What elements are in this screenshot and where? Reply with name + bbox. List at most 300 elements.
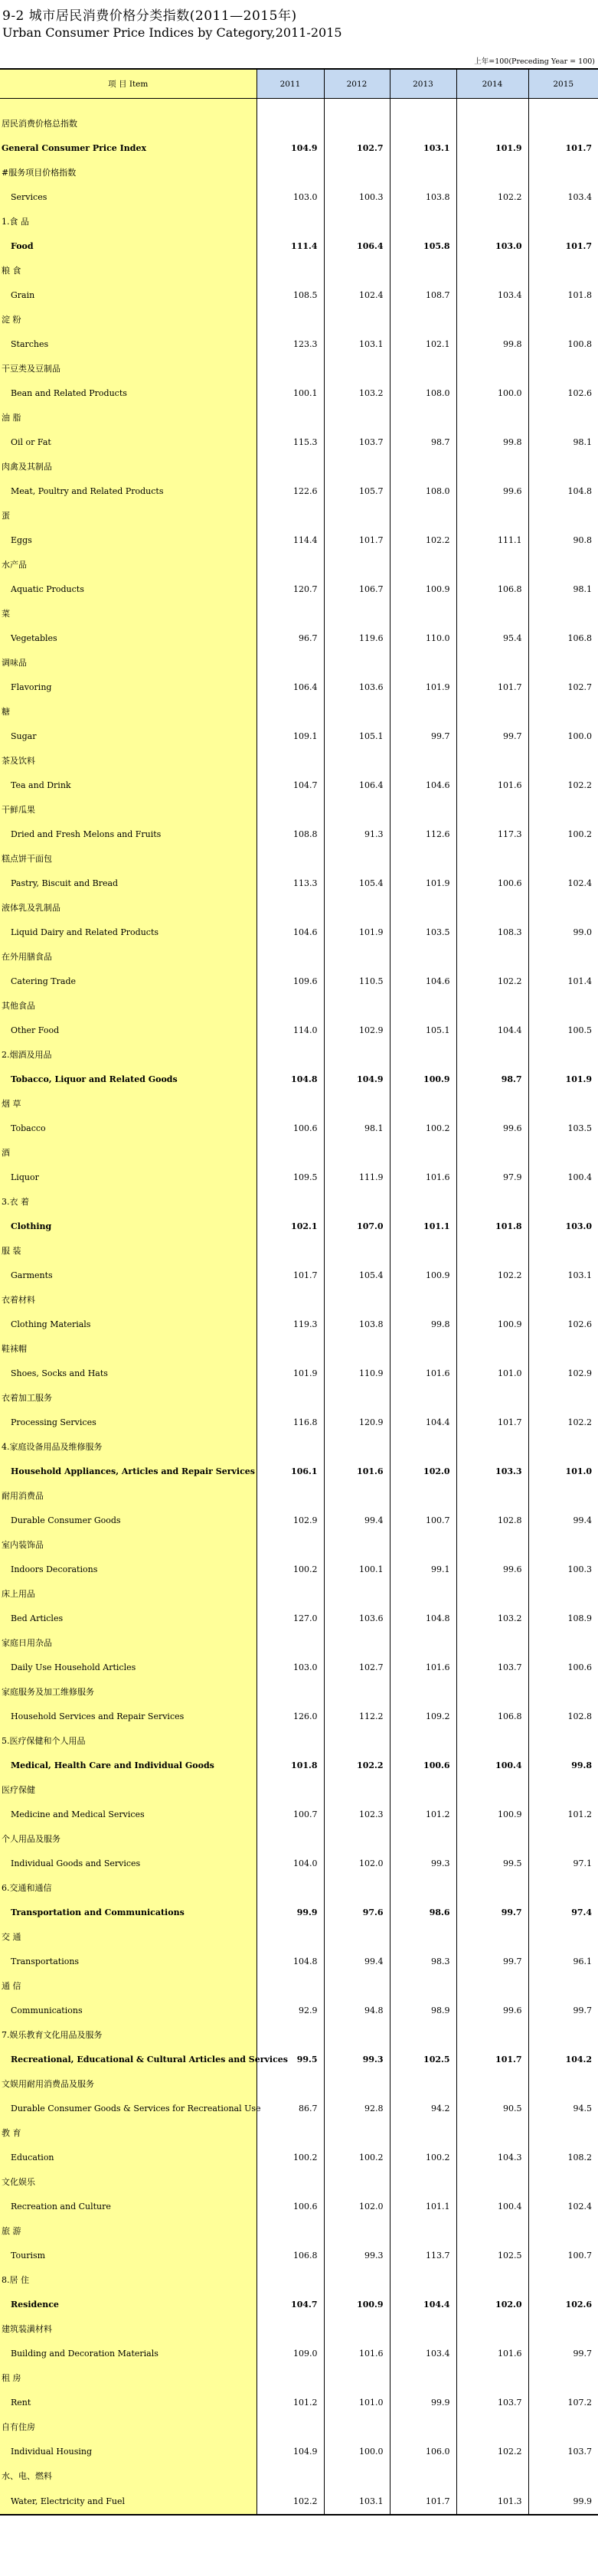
index-value-cell: 101.0 [456, 1361, 528, 1385]
index-value-cell: 101.9 [390, 675, 456, 699]
index-value-cell [324, 1238, 390, 1263]
index-value-cell: 108.0 [390, 479, 456, 503]
index-value-cell: 103.7 [567, 2446, 592, 2457]
index-value-cell [390, 1483, 456, 1508]
index-value-cell [257, 993, 324, 1018]
index-value-cell: 99.7 [456, 1949, 528, 1973]
index-value-cell [324, 356, 390, 381]
index-value-cell: 106.4 [257, 675, 324, 699]
index-value-cell [257, 2267, 324, 2292]
index-value-cell [456, 503, 528, 528]
index-value-cell: 114.4 [257, 528, 324, 552]
index-value-cell [528, 2463, 598, 2488]
index-value-cell: 99.3 [324, 2243, 390, 2267]
index-value-cell: 101.2 [390, 1802, 456, 1826]
index-value-cell [456, 2365, 528, 2390]
table-row [0, 160, 598, 185]
index-value-cell: 94.8 [324, 1998, 390, 2022]
index-value-cell [257, 111, 324, 136]
table-row [0, 1851, 598, 1875]
table-row [0, 405, 598, 430]
index-value-cell [528, 944, 598, 969]
index-value-cell [456, 601, 528, 626]
index-value-cell [324, 601, 390, 626]
row-label: Eggs [0, 528, 257, 552]
index-value-cell [456, 405, 528, 430]
row-label: 租 房 [0, 2365, 257, 2390]
index-value-cell [257, 160, 324, 185]
row-label: Vegetables [0, 626, 257, 650]
index-value-cell [257, 1973, 324, 1998]
index-value-cell [390, 1924, 456, 1949]
index-value-cell: 109.6 [257, 969, 324, 993]
row-label: Dried and Fresh Melons and Fruits [0, 822, 257, 846]
index-value-cell [456, 1091, 528, 1116]
table-row [0, 1924, 598, 1949]
index-value-cell [528, 405, 598, 430]
index-value-cell: 108.3 [456, 920, 528, 944]
index-value-cell [528, 1091, 598, 1116]
index-value-cell [390, 2267, 456, 2292]
index-value-cell [456, 1826, 528, 1851]
index-value-cell: 101.6 [456, 2341, 528, 2365]
row-label: Recreational, Educational & Cultural Articles and Services [0, 2047, 257, 2071]
index-value-cell [257, 1042, 324, 1067]
index-value-cell [528, 1630, 598, 1655]
index-value-cell [528, 2316, 598, 2341]
index-value-cell: 100.0 [567, 731, 592, 741]
table-row [0, 503, 598, 528]
row-label: 个人用品及服务 [0, 1826, 257, 1851]
index-value-cell: 104.4 [456, 1018, 528, 1042]
index-value-cell: 104.7 [257, 773, 324, 797]
index-value-cell: 103.2 [456, 1606, 528, 1630]
index-value-cell [390, 258, 456, 283]
index-value-cell: 100.9 [456, 1312, 528, 1336]
index-value-cell: 102.9 [257, 1508, 324, 1532]
index-value-cell: 103.7 [324, 430, 390, 454]
index-value-cell [456, 2414, 528, 2439]
index-value-cell: 106.8 [257, 2243, 324, 2267]
index-value-cell: 100.9 [390, 577, 456, 601]
index-value-cell: 100.2 [257, 2145, 324, 2169]
index-value-cell: 97.6 [324, 1900, 390, 1924]
table-row [0, 307, 598, 332]
row-label: Shoes, Socks and Hats [0, 1361, 257, 1385]
table-row [0, 2341, 598, 2365]
index-value-cell: 102.1 [390, 332, 456, 356]
index-value-cell [324, 503, 390, 528]
table-row [0, 454, 598, 479]
row-label: 茶及饮料 [0, 748, 257, 773]
index-value-cell: 106.1 [257, 1459, 324, 1483]
table-row [0, 1802, 598, 1826]
row-label: Individual Housing [0, 2439, 257, 2463]
index-value-cell [390, 1532, 456, 1557]
index-value-cell: 97.1 [573, 1858, 592, 1868]
index-value-cell: 102.3 [324, 1802, 390, 1826]
index-value-cell [324, 111, 390, 136]
index-value-cell [324, 258, 390, 283]
index-value-cell: 101.7 [565, 142, 592, 153]
index-value-cell: 98.7 [456, 1067, 528, 1091]
index-value-cell [390, 2218, 456, 2243]
index-value-cell [257, 2120, 324, 2145]
index-value-cell: 99.1 [390, 1557, 456, 1581]
index-value-cell [528, 503, 598, 528]
index-value-cell: 102.2 [456, 969, 528, 993]
index-value-cell [390, 1287, 456, 1312]
index-value-cell: 99.6 [456, 1116, 528, 1140]
index-value-cell: 112.6 [390, 822, 456, 846]
table-row [0, 724, 598, 748]
index-value-cell: 104.3 [456, 2145, 528, 2169]
index-value-cell: 102.6 [565, 2299, 592, 2310]
index-value-cell [324, 1777, 390, 1802]
row-label: 衣着加工服务 [0, 1385, 257, 1410]
index-value-cell: 101.7 [390, 2488, 456, 2515]
index-value-cell [390, 503, 456, 528]
index-value-cell [528, 2169, 598, 2194]
index-value-cell: 108.9 [567, 1613, 592, 1623]
table-row [0, 258, 598, 283]
index-value-cell: 101.1 [390, 1214, 456, 1238]
index-value-cell: 111.4 [257, 234, 324, 258]
table-row [0, 846, 598, 871]
index-value-cell: 100.2 [390, 1116, 456, 1140]
index-value-cell: 103.7 [456, 2390, 528, 2414]
index-value-cell: 109.2 [390, 1704, 456, 1728]
index-value-cell [390, 2169, 456, 2194]
index-value-cell: 103.8 [324, 1312, 390, 1336]
row-label: 居民消费价格总指数 [0, 111, 257, 136]
index-value-cell: 100.7 [567, 2250, 592, 2261]
index-value-cell [257, 2022, 324, 2047]
index-value-cell: 98.1 [573, 584, 592, 594]
index-value-cell [257, 1630, 324, 1655]
index-value-cell [528, 2414, 598, 2439]
row-label: 建筑装潢材料 [0, 2316, 257, 2341]
index-value-cell [456, 2022, 528, 2047]
index-value-cell [456, 209, 528, 234]
row-label: General Consumer Price Index [0, 136, 257, 160]
index-value-cell: 103.2 [324, 381, 390, 405]
year-column-header: 2012 [324, 69, 390, 99]
index-value-cell: 111.1 [456, 528, 528, 552]
index-value-cell [456, 1189, 528, 1214]
index-value-cell [528, 258, 598, 283]
index-value-cell [257, 1336, 324, 1361]
index-value-cell [257, 1826, 324, 1851]
index-value-cell: 91.3 [324, 822, 390, 846]
index-value-cell [390, 1630, 456, 1655]
table-row [0, 1361, 598, 1385]
index-value-cell [324, 2218, 390, 2243]
table-row [0, 2047, 598, 2071]
index-value-cell [257, 1483, 324, 1508]
index-value-cell: 100.1 [324, 1557, 390, 1581]
row-label: Clothing Materials [0, 1312, 257, 1336]
row-label: Liquid Dairy and Related Products [0, 920, 257, 944]
index-value-cell: 99.5 [456, 1851, 528, 1875]
row-label: 糕点饼干面包 [0, 846, 257, 871]
index-value-cell [528, 650, 598, 675]
table-row [0, 2463, 598, 2488]
table-row [0, 2071, 598, 2096]
row-label: 5.医疗保健和个人用品 [0, 1728, 257, 1753]
index-value-cell: 101.1 [390, 2194, 456, 2218]
table-row [0, 675, 598, 699]
index-value-cell [528, 1483, 598, 1508]
table-row [0, 234, 598, 258]
row-label: 家庭日用杂品 [0, 1630, 257, 1655]
table-row [0, 2169, 598, 2194]
index-value-cell [324, 1091, 390, 1116]
table-row [0, 2243, 598, 2267]
row-label: Bean and Related Products [0, 381, 257, 405]
table-row [0, 1238, 598, 1263]
index-value-cell: 101.6 [390, 1361, 456, 1385]
index-value-cell [456, 1238, 528, 1263]
index-value-cell [390, 454, 456, 479]
index-value-cell [257, 454, 324, 479]
index-value-cell: 94.5 [573, 2103, 592, 2113]
index-value-cell: 117.3 [456, 822, 528, 846]
index-value-cell [456, 895, 528, 920]
index-value-cell: 99.3 [390, 1851, 456, 1875]
index-value-cell: 103.6 [324, 1606, 390, 1630]
index-value-cell: 113.3 [257, 871, 324, 895]
index-value-cell [324, 1728, 390, 1753]
row-label: Liquor [0, 1165, 257, 1189]
index-value-cell: 108.8 [257, 822, 324, 846]
table-row [0, 699, 598, 724]
table-row [0, 1018, 598, 1042]
index-value-cell [390, 1336, 456, 1361]
index-value-cell [390, 846, 456, 871]
table-row [0, 1581, 598, 1606]
index-value-cell: 103.8 [390, 185, 456, 209]
index-value-cell: 100.9 [390, 1067, 456, 1091]
index-value-cell [324, 748, 390, 773]
index-value-cell [390, 1679, 456, 1704]
index-value-cell [528, 2267, 598, 2292]
table-row [0, 2218, 598, 2243]
row-label: 交 通 [0, 1924, 257, 1949]
row-label: Building and Decoration Materials [0, 2341, 257, 2365]
index-value-cell [257, 1679, 324, 1704]
index-value-cell: 109.0 [257, 2341, 324, 2365]
index-value-cell [456, 993, 528, 1018]
index-value-cell: 102.9 [567, 1368, 592, 1378]
index-value-cell [528, 552, 598, 577]
index-value-cell [257, 2414, 324, 2439]
index-value-cell: 102.7 [324, 1655, 390, 1679]
row-label: 烟 草 [0, 1091, 257, 1116]
index-value-cell [456, 1336, 528, 1361]
row-label: 文化娱乐 [0, 2169, 257, 2194]
row-label: Daily Use Household Articles [0, 1655, 257, 1679]
index-value-cell: 102.2 [567, 780, 592, 790]
table-row [0, 332, 598, 356]
index-value-cell: 102.6 [567, 387, 592, 398]
table-row [0, 944, 598, 969]
table-title-english: Urban Consumer Price Indices by Category,2011-2015 [2, 25, 342, 40]
index-value-cell: 102.0 [390, 1459, 456, 1483]
index-value-cell [528, 2071, 598, 2096]
index-value-cell [390, 2414, 456, 2439]
index-value-cell: 103.4 [456, 283, 528, 307]
year-column-header: 2014 [456, 69, 528, 99]
index-value-cell [528, 1875, 598, 1900]
row-label: Residence [0, 2292, 257, 2316]
index-value-cell [390, 2365, 456, 2390]
index-value-cell [528, 1385, 598, 1410]
row-label: 床上用品 [0, 1581, 257, 1606]
table-row [0, 650, 598, 675]
index-value-cell [528, 1973, 598, 1998]
index-value-cell: 101.7 [257, 1263, 324, 1287]
index-value-cell: 99.8 [571, 1760, 592, 1770]
index-value-cell: 99.7 [573, 2005, 592, 2015]
index-value-cell [390, 1728, 456, 1753]
index-value-cell [456, 2316, 528, 2341]
row-label: Sugar [0, 724, 257, 748]
index-value-cell [528, 1924, 598, 1949]
index-value-cell [257, 650, 324, 675]
index-value-cell [390, 1042, 456, 1067]
index-value-cell: 103.7 [456, 1655, 528, 1679]
index-value-cell: 109.1 [257, 724, 324, 748]
row-label: Tobacco [0, 1116, 257, 1140]
index-value-cell: 110.5 [324, 969, 390, 993]
table-row [0, 2316, 598, 2341]
table-row [0, 969, 598, 993]
index-value-cell: 100.5 [567, 1025, 592, 1035]
index-value-cell [257, 1140, 324, 1165]
index-value-cell [324, 160, 390, 185]
index-value-cell [324, 993, 390, 1018]
index-value-cell: 101.6 [324, 2341, 390, 2365]
index-value-cell [257, 944, 324, 969]
index-value-cell [257, 1189, 324, 1214]
index-value-cell: 106.0 [390, 2439, 456, 2463]
index-value-cell [528, 1728, 598, 1753]
index-value-cell: 100.4 [456, 1753, 528, 1777]
index-value-cell [324, 2316, 390, 2341]
index-value-cell: 105.4 [324, 1263, 390, 1287]
table-row [0, 1165, 598, 1189]
index-value-cell [528, 993, 598, 1018]
index-value-cell: 106.7 [324, 577, 390, 601]
index-value-cell: 105.7 [324, 479, 390, 503]
index-value-cell: 101.7 [456, 675, 528, 699]
index-value-cell: 105.1 [390, 1018, 456, 1042]
index-value-cell: 102.2 [456, 1263, 528, 1287]
row-label: Water, Electricity and Fuel [0, 2488, 257, 2515]
row-label: Grain [0, 283, 257, 307]
index-value-cell: 101.3 [456, 2488, 528, 2515]
table-row [0, 797, 598, 822]
index-value-cell [528, 895, 598, 920]
index-value-cell: 98.1 [573, 436, 592, 447]
index-value-cell [257, 1777, 324, 1802]
table-row [0, 2488, 598, 2515]
index-value-cell: 103.4 [390, 2341, 456, 2365]
index-value-cell: 101.2 [567, 1809, 592, 1819]
index-value-cell: 102.1 [257, 1214, 324, 1238]
table-row [0, 1900, 598, 1924]
row-label: 干鲜瓜果 [0, 797, 257, 822]
index-value-cell: 100.2 [390, 2145, 456, 2169]
table-row [0, 1508, 598, 1532]
table-row [0, 1189, 598, 1214]
table-row [0, 626, 598, 650]
index-value-cell [456, 1581, 528, 1606]
index-value-cell: 90.5 [456, 2096, 528, 2120]
row-label: 4.家庭设备用品及维修服务 [0, 1434, 257, 1459]
index-value-cell [456, 160, 528, 185]
index-value-cell [324, 797, 390, 822]
index-value-cell [456, 258, 528, 283]
index-value-cell: 101.0 [565, 1466, 592, 1476]
index-value-cell: 100.0 [324, 2439, 390, 2463]
row-label: Tea and Drink [0, 773, 257, 797]
index-value-cell: 100.6 [456, 871, 528, 895]
index-value-cell: 102.2 [456, 2439, 528, 2463]
index-value-cell: 101.9 [390, 871, 456, 895]
index-value-cell: 104.6 [390, 773, 456, 797]
index-value-cell: 100.7 [390, 1508, 456, 1532]
table-row [0, 1287, 598, 1312]
index-value-cell: 104.4 [390, 2292, 456, 2316]
index-value-cell [390, 601, 456, 626]
index-value-cell [257, 2169, 324, 2194]
index-value-cell: 104.4 [390, 1410, 456, 1434]
table-row [0, 1042, 598, 1067]
index-value-cell [324, 1189, 390, 1214]
index-value-cell [528, 2218, 598, 2243]
index-value-cell [324, 2071, 390, 2096]
index-value-cell [324, 307, 390, 332]
table-row [0, 1263, 598, 1287]
index-value-cell: 119.6 [324, 626, 390, 650]
header-row [0, 69, 598, 99]
table-row [0, 1557, 598, 1581]
index-value-cell [528, 797, 598, 822]
index-value-cell [528, 1336, 598, 1361]
index-value-cell [257, 1287, 324, 1312]
index-value-cell: 123.3 [257, 332, 324, 356]
table-row [0, 1826, 598, 1851]
index-value-cell: 101.7 [324, 528, 390, 552]
table-row [0, 2365, 598, 2390]
index-value-cell: 102.2 [456, 185, 528, 209]
index-value-cell: 103.0 [565, 1221, 592, 1231]
index-value-cell: 114.0 [257, 1018, 324, 1042]
index-value-cell: 102.7 [324, 136, 390, 160]
index-value-cell [390, 1777, 456, 1802]
index-value-cell [257, 1385, 324, 1410]
index-value-cell [528, 1434, 598, 1459]
index-value-cell: 104.0 [257, 1851, 324, 1875]
table-row [0, 381, 598, 405]
index-value-cell [390, 405, 456, 430]
table-row [0, 1973, 598, 1998]
index-value-cell [528, 454, 598, 479]
index-value-cell [390, 650, 456, 675]
index-value-cell: 102.5 [456, 2243, 528, 2267]
